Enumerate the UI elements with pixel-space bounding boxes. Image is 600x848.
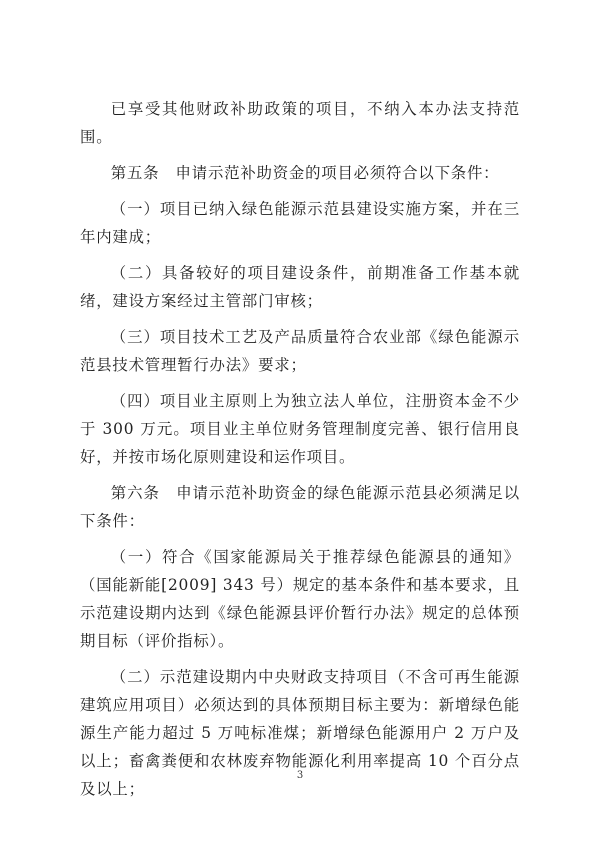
article-6-item-2: （二）示范建设期内中央财政支持项目（不含可再生能源建筑应用项目）必须达到的具体预期目标主要为：新增绿色能源生产能力超过 5 万吨标准煤；新增绿色能源用户 2 万户及以上；畜禽粪便和农林废弃物能源化利用率提高 10 个百分点及以上； [80,668,520,798]
article-5-item-1: （一）项目已纳入绿色能源示范县建设实施方案，并在三年内建成； [80,200,520,246]
page-number: 3 [296,770,304,781]
article-6-item-1: （一）符合《国家能源局关于推荐绿色能源县的通知》（国能新能[2009] 343 号）规定的基本条件和基本要求，且示范建设期内达到《绿色能源县评价暂行办法》规定的总体预期目标（评价指标）。 [80,548,520,650]
article-5-item-4: （四）项目业主原则上为独立法人单位，注册资本金不少于 300 万元。项目业主单位财务管理制度完善、银行信用良好，并按市场化原则建设和运作项目。 [80,392,520,466]
article-6-heading: 第六条 申请示范补助资金的绿色能源示范县必须满足以下条件： [80,484,520,530]
article-5-item-2: （二）具备较好的项目建设条件，前期准备工作基本就绪，建设方案经过主管部门审核； [80,264,520,310]
article-5-item-3: （三）项目技术工艺及产品质量符合农业部《绿色能源示范县技术管理暂行办法》要求； [80,328,520,374]
article-5-heading: 第五条 申请示范补助资金的项目必须符合以下条件： [110,164,500,182]
document-body [80,95,520,811]
paragraph-continuation: 已享受其他财政补助政策的项目，不纳入本办法支持范围。 [80,100,520,146]
